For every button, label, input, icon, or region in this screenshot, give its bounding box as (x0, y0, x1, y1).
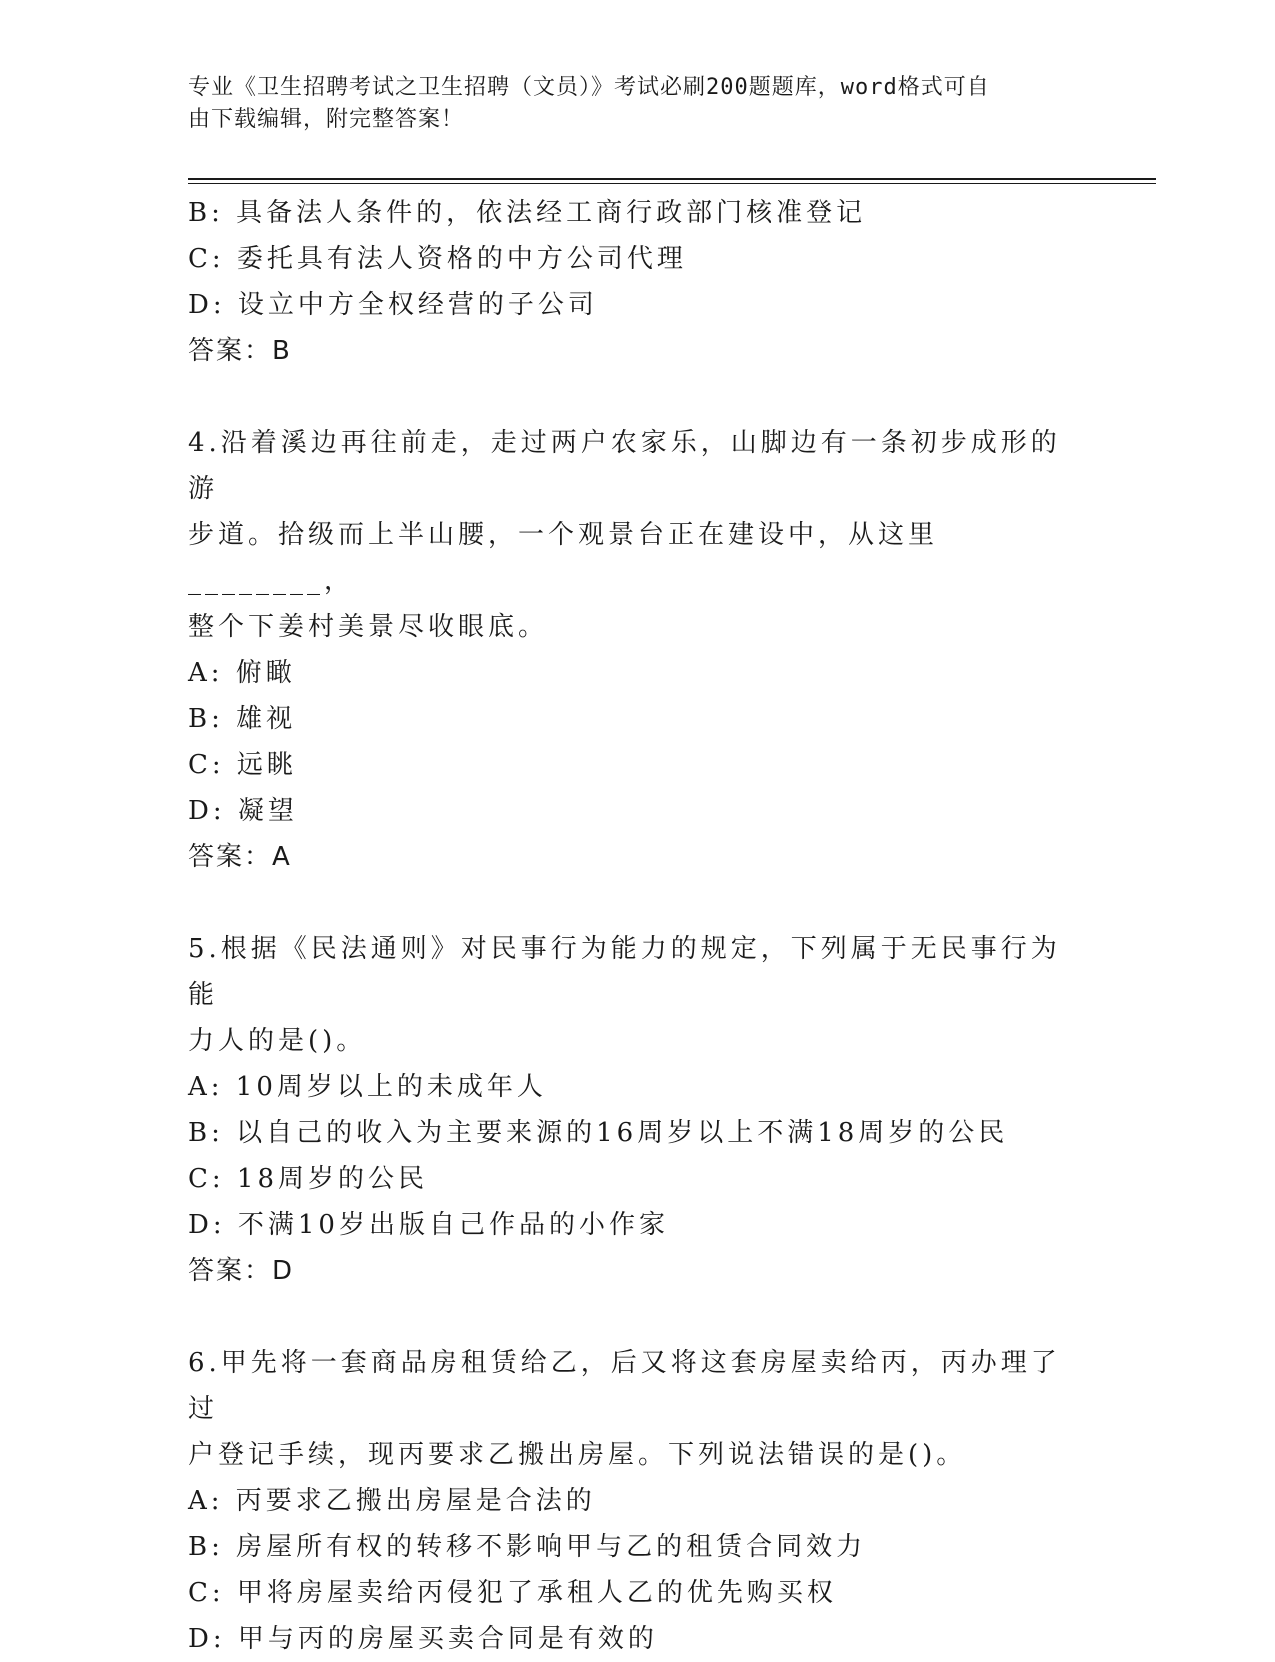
question-4 (188, 420, 1088, 880)
option-d: D: 设立中方全权经营的子公司 (188, 290, 598, 320)
option-b: B: 房屋所有权的转移不影响甲与乙的租赁合同效力 (188, 1532, 867, 1562)
answer-line: 答案：D (188, 1256, 295, 1286)
question-3 (188, 190, 1088, 374)
option-c: C: 18周岁的公民 (188, 1164, 429, 1194)
option-b: B: 具备法人条件的，依法经工商行政部门核准登记 (188, 198, 867, 228)
option-c: C: 委托具有法人资格的中方公司代理 (188, 244, 687, 274)
document-body (188, 190, 1088, 1662)
header-line-1: 专业《卫生招聘考试之卫生招聘（文员）》考试必刷200题题库，word格式可自 (188, 75, 990, 100)
question-stem-line: 整个下姜村美景尽收眼底。 (188, 612, 549, 642)
option-c: C: 远眺 (188, 750, 297, 780)
question-stem-line: 5.根据《民法通则》对民事行为能力的规定，下列属于无民事行为能 (188, 934, 1061, 1010)
question-stem-line: 步道。拾级而上半山腰，一个观景台正在建设中，从这里________， (188, 520, 939, 596)
spacer (188, 1294, 1088, 1340)
document-header (188, 72, 1068, 136)
question-stem-line: 4.沿着溪边再往前走，走过两户农家乐，山脚边有一条初步成形的游 (188, 428, 1061, 504)
question-6 (188, 1340, 1088, 1662)
header-rule-thick (188, 178, 1156, 180)
question-stem-line: 户登记手续，现丙要求乙搬出房屋。下列说法错误的是()。 (188, 1440, 967, 1470)
answer-line: 答案：A (188, 842, 292, 872)
option-d: D: 不满10岁出版自己作品的小作家 (188, 1210, 669, 1240)
option-a: A: 俯瞰 (188, 658, 296, 688)
option-b: B: 以自己的收入为主要来源的16周岁以上不满18周岁的公民 (188, 1118, 1009, 1148)
option-c: C: 甲将房屋卖给丙侵犯了承租人乙的优先购买权 (188, 1578, 837, 1608)
spacer (188, 374, 1088, 420)
question-stem-line: 力人的是()。 (188, 1026, 367, 1056)
option-d: D: 甲与丙的房屋买卖合同是有效的 (188, 1624, 658, 1654)
spacer (188, 880, 1088, 926)
header-rule-thin (188, 183, 1156, 184)
header-line-2: 由下载编辑，附完整答案！ (188, 107, 465, 132)
option-a: A: 10周岁以上的未成年人 (188, 1072, 547, 1102)
question-5 (188, 926, 1088, 1294)
option-a: A: 丙要求乙搬出房屋是合法的 (188, 1486, 596, 1516)
question-stem-line: 6.甲先将一套商品房租赁给乙，后又将这套房屋卖给丙，丙办理了过 (188, 1348, 1061, 1424)
option-d: D: 凝望 (188, 796, 298, 826)
option-b: B: 雄视 (188, 704, 297, 734)
answer-line: 答案：B (188, 336, 292, 366)
